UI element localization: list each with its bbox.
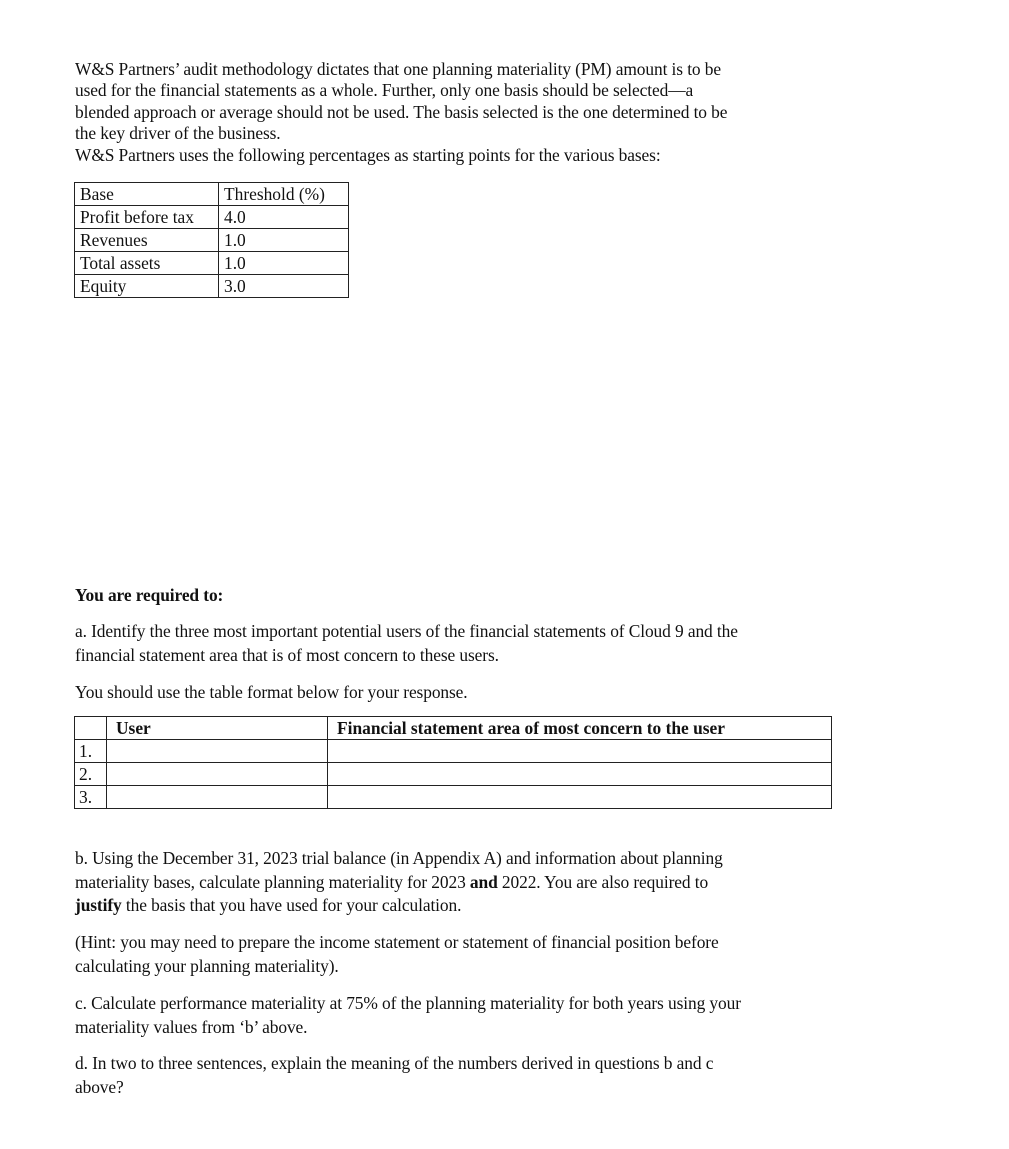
required-heading: You are required to:	[75, 585, 224, 605]
question-b-line	[75, 894, 875, 918]
header-area: Financial statement area of most concern to the user	[328, 717, 832, 740]
threshold-table	[74, 182, 349, 298]
hint-line: calculating your planning materiality).	[75, 955, 339, 976]
emphasis-and: and	[469, 871, 498, 892]
table-row	[75, 252, 349, 275]
user-cell[interactable]	[107, 763, 328, 786]
table-row	[75, 786, 832, 809]
question-d-line: d. In two to three sentences, explain the meaning of the numbers derived in questions b and c	[75, 1053, 714, 1073]
question-a	[75, 620, 875, 667]
intro-paragraph	[75, 59, 875, 166]
area-cell[interactable]	[328, 763, 832, 786]
intro-line: W&S Partners uses the following percentages as starting points for the various bases:	[75, 144, 661, 165]
header-base: Base	[75, 183, 219, 206]
intro-line: used for the financial statements as a whole. Further, only one basis should be selected—a	[75, 80, 694, 101]
header-number	[75, 717, 107, 740]
table-instruction: You should use the table format below for your response.	[75, 682, 468, 702]
table-header-row	[75, 717, 832, 740]
row-number: 3.	[75, 786, 107, 809]
threshold-cell: 1.0	[219, 252, 349, 275]
row-number: 2.	[75, 763, 107, 786]
question-c	[75, 992, 875, 1039]
base-cell: Equity	[75, 275, 219, 298]
question-b-line: b. Using the December 31, 2023 trial balance (in Appendix A) and information about planning	[75, 848, 723, 868]
threshold-cell: 3.0	[219, 275, 349, 298]
question-d-line: above?	[75, 1076, 124, 1097]
threshold-cell: 4.0	[219, 206, 349, 229]
question-b	[75, 847, 875, 918]
text: materiality bases, calculate planning materiality for 2023	[75, 871, 470, 892]
threshold-cell: 1.0	[219, 229, 349, 252]
area-cell[interactable]	[328, 740, 832, 763]
hint-line: (Hint: you may need to prepare the income statement or statement of financial position before	[75, 932, 719, 952]
question-a-line: financial statement area that is of most concern to these users.	[75, 644, 499, 665]
table-header-row	[75, 183, 349, 206]
row-number: 1.	[75, 740, 107, 763]
question-a-line: a. Identify the three most important potential users of the financial statements of Cloud 9 and the	[75, 621, 738, 641]
user-cell[interactable]	[107, 786, 328, 809]
question-b-line	[75, 871, 875, 895]
intro-line: W&S Partners’ audit methodology dictates that one planning materiality (PM) amount is to be	[75, 59, 721, 79]
table-row	[75, 763, 832, 786]
base-cell: Profit before tax	[75, 206, 219, 229]
table-row	[75, 275, 349, 298]
intro-line: the key driver of the business.	[75, 123, 281, 144]
base-cell: Revenues	[75, 229, 219, 252]
question-c-line: c. Calculate performance materiality at 75% of the planning materiality for both years using your	[75, 993, 741, 1013]
question-c-line: materiality values from ‘b’ above.	[75, 1016, 308, 1037]
header-user: User	[107, 717, 328, 740]
table-row	[75, 206, 349, 229]
user-cell[interactable]	[107, 740, 328, 763]
text: 2022. You are also required to	[497, 871, 709, 892]
intro-line: blended approach or average should not be used. The basis selected is the one determined to be	[75, 101, 728, 122]
table-row	[75, 740, 832, 763]
question-d	[75, 1052, 875, 1099]
area-cell[interactable]	[328, 786, 832, 809]
text: the basis that you have used for your calculation.	[121, 895, 462, 916]
users-table	[74, 716, 832, 809]
hint	[75, 931, 875, 978]
base-cell: Total assets	[75, 252, 219, 275]
emphasis-justify: justify	[75, 895, 122, 916]
header-threshold: Threshold (%)	[219, 183, 349, 206]
table-row	[75, 229, 349, 252]
